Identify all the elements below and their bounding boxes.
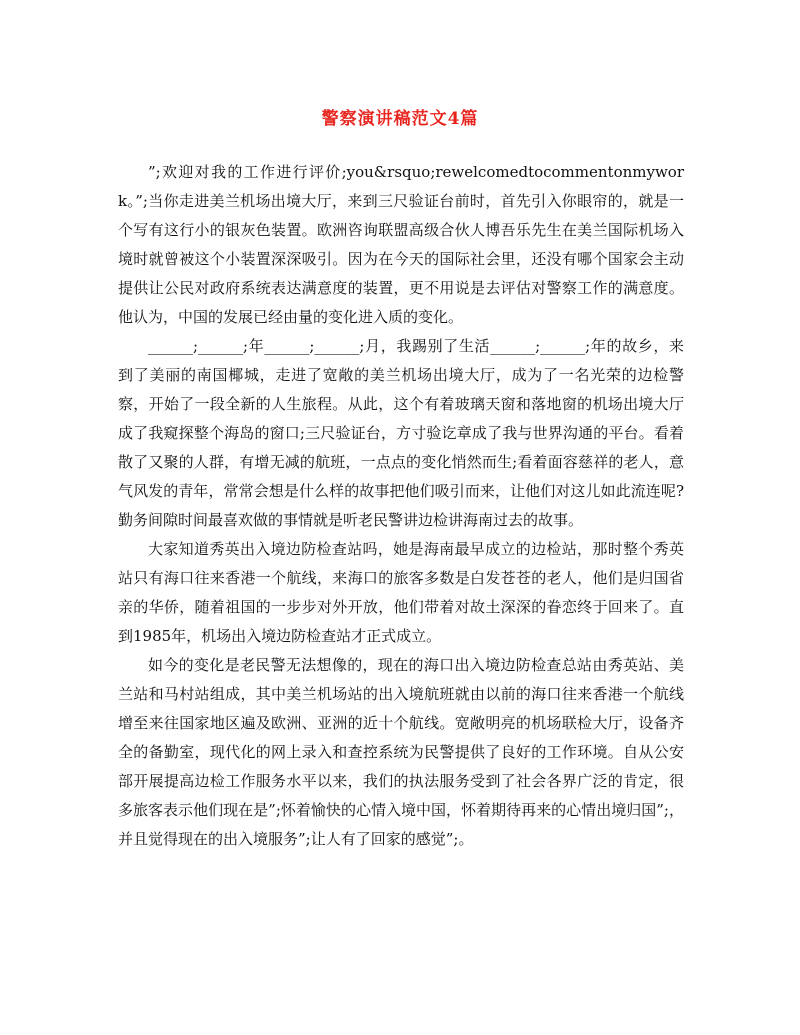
document-body (118, 158, 684, 854)
paragraph-2: ______;______;年______;______;月，我踢别了生活______;______;年的故乡，来到了美丽的南国椰城，走进了宽敞的美兰机场出境大厅，成为了一名光荣的边检警察，开始了一段全新的人生旅程。从此，这个有着玻璃天窗和落地窗的机场出境大厅成了我窥探整个海岛的窗口;三尺验证台，方寸验讫章成了我与世界沟通的平台。看着散了又聚的人群，有增无减的航班，一点点的变化悄然而生;看着面容慈祥的老人，意气风发的青年，常常会想是什么样的故事把他们吸引而来，让他们对这儿如此流连呢?勤务间隙时间最喜欢做的事情就是听老民警讲边检讲海南过去的故事。 (118, 337, 684, 529)
paragraph-3: 大家知道秀英出入境边防检查站吗，她是海南最早成立的边检站，那时整个秀英站只有海口往来香港一个航线，来海口的旅客多数是白发苍苍的老人，他们是归国省亲的华侨，随着祖国的一步步对外开放，他们带着对故土深深的眷恋终于回来了。直到1985年，机场出入境边防检查站才正式成立。 (118, 540, 684, 645)
paragraph-4: 如今的变化是老民警无法想像的，现在的海口出入境边防检查总站由秀英站、美兰站和马村站组成，其中美兰机场站的出入境航班就由以前的海口往来香港一个航线增至来往国家地区遍及欧洲、亚洲的近十个航线。宽敞明亮的机场联检大厅，设备齐全的备勤室，现代化的网上录入和查控系统为民警提供了良好的工作环境。自从公安部开展提高边检工作服务水平以来，我们的执法服务受到了社会各界广泛的肯定，很多旅客表示他们现在是”;怀着愉快的心情入境中国，怀着期待再来的心情出境归国”;，并且觉得现在的出入境服务”;让人有了回家的感觉”;。 (118, 656, 684, 848)
document-title: 警察演讲稿范文4篇 (321, 109, 479, 129)
paragraph-1: ”;欢迎对我的工作进行评价;you&rsquo;rewelcomedtocommentonmywork。”;当你走进美兰机场出境大厅，来到三尺验证台前时，首先引入你眼帘的，就是一个写有这行小的银灰色装置。欧洲咨询联盟高级合伙人博吾乐先生在美兰国际机场入境时就曾被这个小装置深深吸引。因为在今天的国际社会里，还没有哪个国家会主动提供让公民对政府系统表达满意度的装置，更不用说是去评估对警察工作的满意度。他认为，中国的发展已经由量的变化进入质的变化。 (118, 163, 684, 326)
